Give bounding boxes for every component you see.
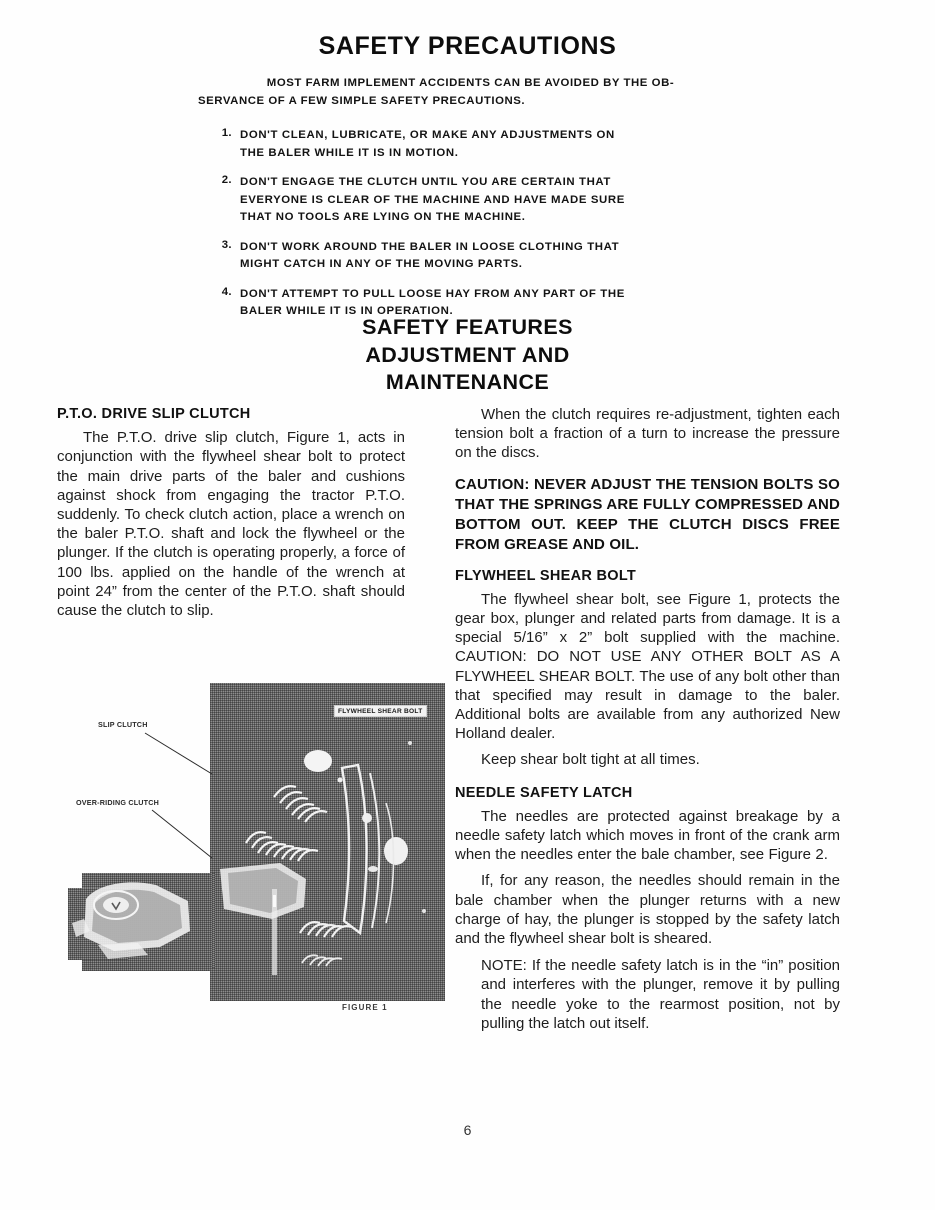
paragraph-flywheel-shear-bolt: The flywheel shear bolt, see Figure 1, protects the gear box, plunger and related parts from damage. It is a special 5/16” x 2” bolt supplied with the machine. CAUTION: DO NOT USE ANY OTHER BOLT AS A FLYWHEEL SHEAR BOLT. The use of any bolt other than that specified may result in damage to the baler. Additional bolts are available from any authorized New Holland dealer. xyxy=(455,590,840,743)
figure-leader-lines xyxy=(60,676,445,1051)
list-item-text xyxy=(240,174,728,227)
list-item xyxy=(208,239,728,274)
figure-caption: FIGURE 1 xyxy=(342,1003,388,1012)
page-title: SAFETY PRECAUTIONS xyxy=(318,32,617,60)
list-line: MIGHT CATCH IN ANY OF THE MOVING PARTS. xyxy=(240,258,523,270)
list-line: DON'T CLEAN, LUBRICATE, OR MAKE ANY ADJUSTMENTS ON xyxy=(240,129,615,141)
section-title xyxy=(0,314,935,397)
list-line: BALER WHILE IT IS IN OPERATION. xyxy=(240,305,454,317)
page-number: 6 xyxy=(463,1122,472,1138)
list-line: EVERYONE IS CLEAR OF THE MACHINE AND HAVE MADE SURE xyxy=(240,193,625,206)
intro-statement xyxy=(198,74,743,110)
paragraph-needle-latch-1: The needles are protected against breakage by a needle safety latch which moves in front of the crank arm when the needles enter the bale chamber, see Figure 2. xyxy=(455,807,840,864)
list-item xyxy=(208,127,728,162)
heading-pto-drive-slip-clutch: P.T.O. DRIVE SLIP CLUTCH xyxy=(57,406,251,422)
paragraph-clutch-readjustment: When the clutch requires re-adjustment, tighten each tension bolt a fraction of a turn to increase the pressure on the discs. xyxy=(455,406,840,462)
right-column xyxy=(455,405,840,1033)
heading-needle-safety-latch: NEEDLE SAFETY LATCH xyxy=(455,784,633,801)
list-item-number: 3. xyxy=(221,238,232,251)
list-item-number: 2. xyxy=(221,174,232,186)
paragraph-needle-latch-note: NOTE: If the needle safety latch is in the “in” position and interferes with the plunger, remove it by pulling the needle yoke to the rearmost position, not by pulling the latch out itself. xyxy=(481,957,840,1032)
list-item-number: 1. xyxy=(221,127,232,139)
list-item-text xyxy=(240,239,728,274)
list-line: THAT NO TOOLS ARE LYING ON THE MACHINE. xyxy=(240,211,526,223)
list-line: DON'T WORK AROUND THE BALER IN LOOSE CLOTHING THAT xyxy=(240,240,620,253)
list-line: THE BALER WHILE IT IS IN MOTION. xyxy=(240,146,459,159)
photo-label-flywheel-shear-bolt: FLYWHEEL SHEAR BOLT xyxy=(334,705,427,717)
paragraph-keep-shear-bolt-tight: Keep shear bolt tight at all times. xyxy=(481,751,700,769)
list-item xyxy=(208,174,728,227)
paragraph-needle-latch-2: If, for any reason, the needles should remain in the bale chamber when the plunger returns with a new charge of hay, the plunger is stopped by the safety latch and the flywheel shear bolt is sheared. xyxy=(455,872,840,948)
caution-tension-bolts: CAUTION: NEVER ADJUST THE TENSION BOLTS SO THAT THE SPRINGS ARE FULLY COMPRESSED AND BOTTOM OUT. KEEP THE CLUTCH DISCS FREE FROM GREASE AND OIL. xyxy=(455,475,840,553)
heading-flywheel-shear-bolt: FLYWHEEL SHEAR BOLT xyxy=(455,567,637,584)
intro-line-1: MOST FARM IMPLEMENT ACCIDENTS CAN BE AVOIDED BY THE OB- xyxy=(266,77,675,89)
list-line: DON'T ATTEMPT TO PULL LOOSE HAY FROM ANY PART OF THE xyxy=(240,287,625,300)
section-title-line-3: MAINTENANCE xyxy=(385,370,550,394)
safety-precautions-list xyxy=(208,127,728,333)
figure-1 xyxy=(60,676,445,1051)
callout-slip-clutch: SLIP CLUTCH xyxy=(98,720,148,729)
list-item-number: 4. xyxy=(221,285,232,298)
section-title-line-1: SAFETY FEATURES xyxy=(362,315,573,339)
list-line: DON'T ENGAGE THE CLUTCH UNTIL YOU ARE CERTAIN THAT xyxy=(240,176,611,188)
intro-line-2: SERVANCE OF A FEW SIMPLE SAFETY PRECAUTIONS. xyxy=(198,95,526,107)
paragraph-pto-slip-clutch: The P.T.O. drive slip clutch, Figure 1, acts in conjunction with the flywheel shear bolt to protect the main drive parts of the baler and cushions against shock from engaging the tractor P.T.O. suddenly. To check clutch action, place a wrench on the baler P.T.O. shaft and lock the flywheel or the plunger. If the clutch is operating properly, a force of 100 lbs. applied on the handle of the wrench at point 24” from the center of the P.T.O. shaft should cause the clutch to slip. xyxy=(57,429,405,620)
section-title-line-2: ADJUSTMENT AND xyxy=(365,342,570,367)
left-column xyxy=(57,405,405,620)
callout-over-riding-clutch: OVER-RIDING CLUTCH xyxy=(76,798,160,807)
list-item-text xyxy=(240,127,728,162)
